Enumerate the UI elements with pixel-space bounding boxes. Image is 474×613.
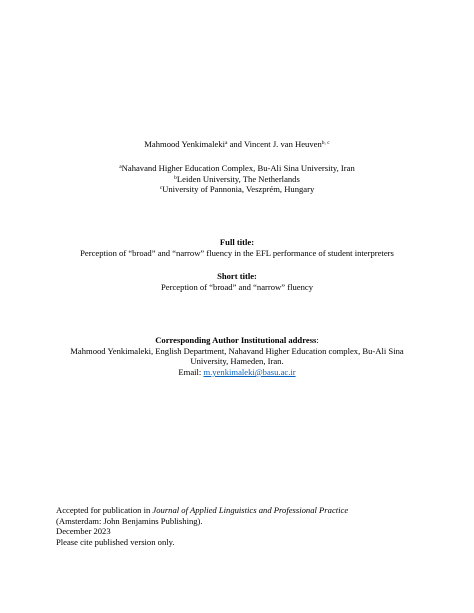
author-line bbox=[0, 139, 474, 150]
corresponding-address-line-1: Mahmood Yenkimaleki, English Department, Nahavand Higher Education complex, Bu-Ali Sina bbox=[70, 345, 404, 356]
affiliation-c-mark: c bbox=[159, 185, 163, 192]
short-title-text: Perception of “broad” and “narrow” fluency bbox=[161, 281, 313, 292]
corresponding-email-line bbox=[0, 367, 474, 378]
email-link[interactable]: m.yenkimaleki@basu.ac.ir bbox=[203, 366, 296, 377]
author-1-name: Mahmood Yenkimaleki bbox=[144, 139, 225, 149]
publisher-line: (Amsterdam: John Benjamins Publishing). bbox=[56, 515, 203, 526]
corresponding-heading: Corresponding Author Institutional address bbox=[155, 335, 317, 345]
affiliation-a bbox=[0, 163, 474, 174]
full-title-heading: Full title: bbox=[219, 237, 255, 247]
short-title-block bbox=[0, 271, 474, 292]
corresponding-heading-line bbox=[0, 335, 474, 346]
email-label: Email: bbox=[178, 366, 204, 377]
affiliation-c bbox=[0, 184, 474, 195]
author-1-affiliation-mark: a bbox=[224, 140, 228, 146]
full-title-text: Perception of “broad” and “narrow” fluency in the EFL performance of student interpreters bbox=[80, 247, 394, 258]
affiliation-b bbox=[0, 174, 474, 185]
affiliation-b-mark: b bbox=[174, 174, 177, 181]
journal-name: Journal of Applied Linguistics and Professional Practice bbox=[152, 505, 349, 515]
affiliation-a-text: Nahavand Higher Education Complex, Bu-Ali Sina University, Iran bbox=[121, 163, 355, 173]
accepted-line bbox=[56, 505, 456, 516]
author-2-name: Vincent J. van Heuven bbox=[243, 139, 322, 149]
author-2-affiliation-mark: b, c bbox=[321, 140, 330, 146]
corresponding-address-line-2: University, Hameden, Iran. bbox=[190, 356, 284, 367]
publication-note-block bbox=[56, 505, 456, 547]
full-title-block bbox=[0, 237, 474, 258]
corresponding-heading-colon: : bbox=[316, 335, 319, 345]
author-connector: and bbox=[227, 139, 244, 149]
accepted-prefix: Accepted for publication in bbox=[56, 505, 153, 515]
affiliations-block bbox=[0, 163, 474, 195]
affiliation-c-text: University of Pannonia, Veszprém, Hungary bbox=[162, 184, 315, 195]
affiliation-a-mark: a bbox=[119, 164, 122, 170]
corresponding-author-block bbox=[0, 335, 474, 377]
short-title-heading: Short title: bbox=[217, 271, 257, 281]
affiliation-b-text: Leiden University, The Netherlands bbox=[176, 173, 300, 184]
citation-note: Please cite published version only. bbox=[56, 536, 175, 547]
publication-date: December 2023 bbox=[56, 526, 111, 537]
